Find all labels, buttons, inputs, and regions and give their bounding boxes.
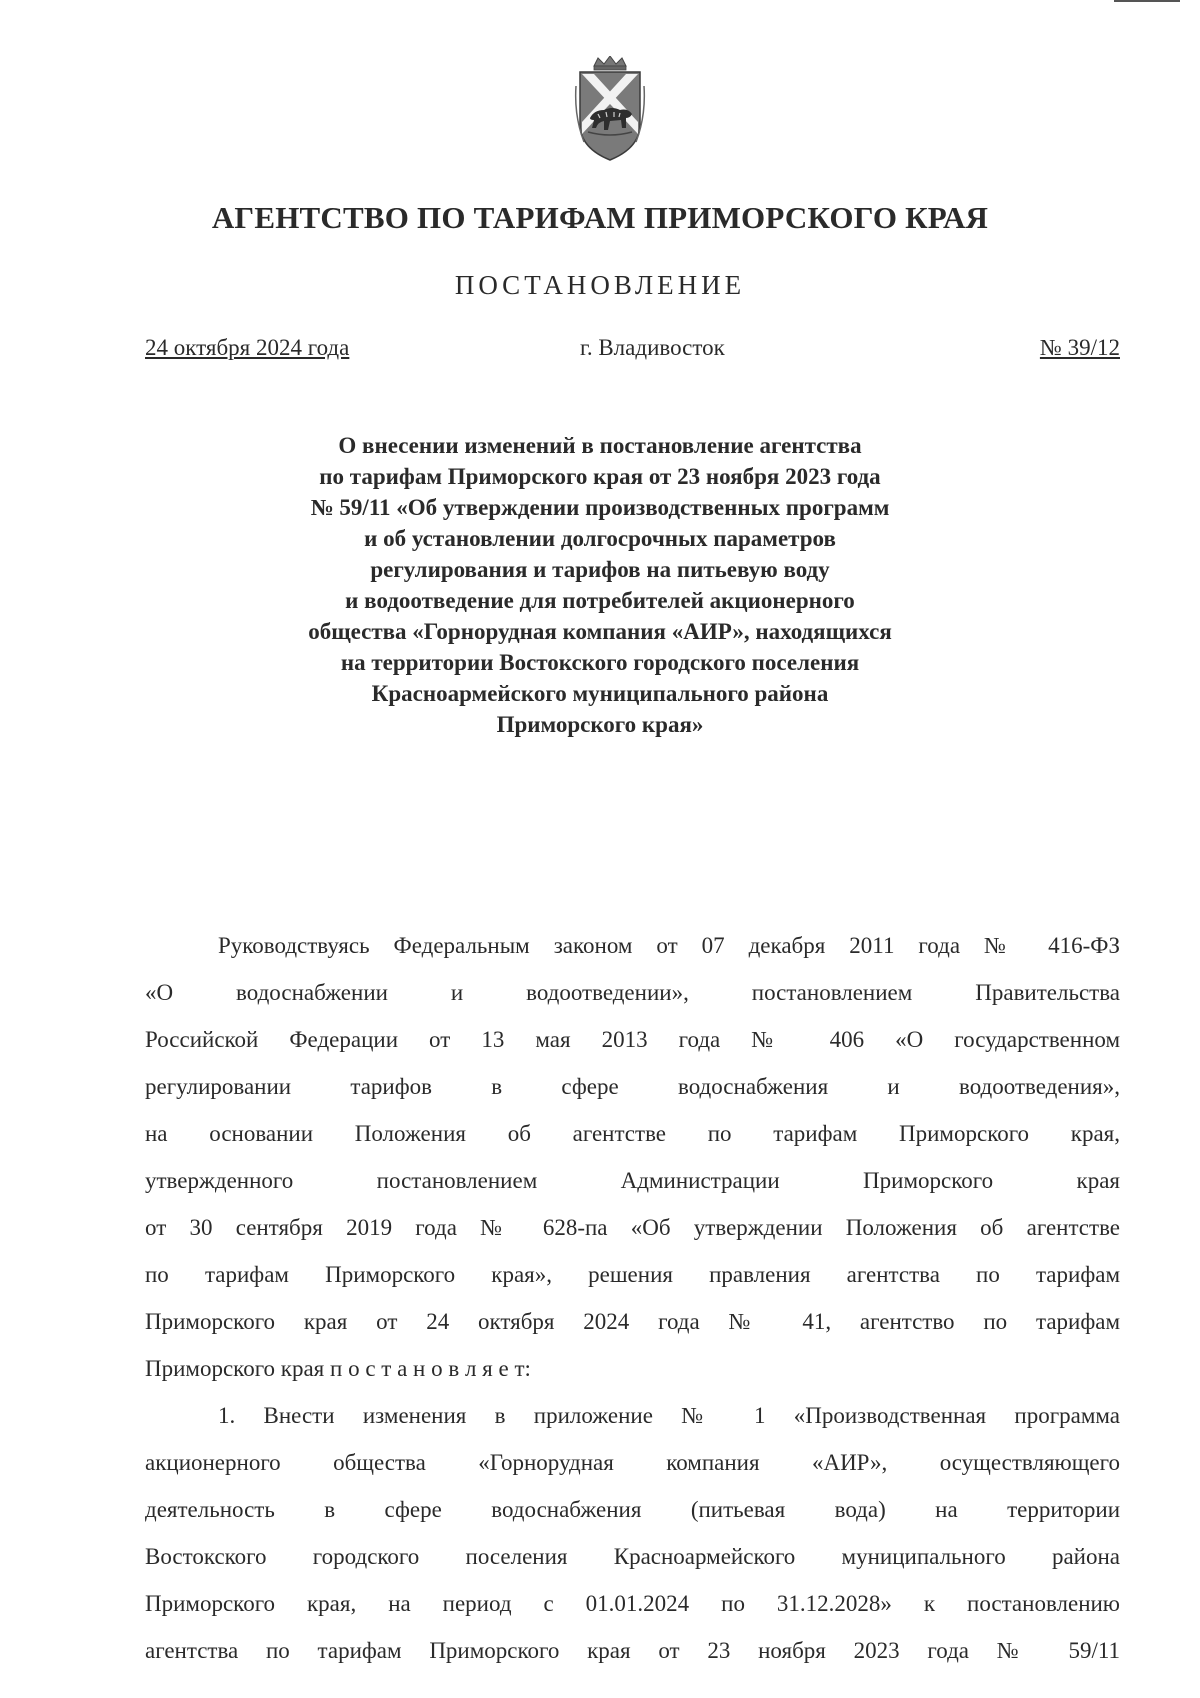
title-line: Красноармейского муниципального района [371, 681, 829, 706]
document-city: г. Владивосток [580, 335, 725, 360]
body-line: деятельность в сфере водоснабжения (питьевая вода) на территории [145, 1497, 1120, 1522]
body-line: Приморского края, на период с 01.01.2024 по 31.12.2028» к постановлению [145, 1591, 1120, 1616]
body-line: от 30 сентября 2019 года № 628-па «Об утверждении Положения об агентстве [145, 1215, 1120, 1240]
document-date: 24 октября 2024 года [145, 335, 350, 360]
document-body [145, 922, 1120, 1674]
body-line: Приморского края п о с т а н о в л я е т: [145, 1356, 531, 1381]
title-line: общества «Горнорудная компания «АИР», находящихся [308, 619, 892, 644]
title-line: и водоотведение для потребителей акционерного [345, 588, 855, 613]
scan-edge-mark [1114, 0, 1180, 2]
agency-name: АГЕНТСТВО ПО ТАРИФАМ ПРИМОРСКОГО КРАЯ [211, 200, 989, 235]
document-number: № 39/12 [1039, 335, 1120, 360]
body-line: Российской Федерации от 13 мая 2013 года № 406 «О государственном [145, 1027, 1120, 1052]
body-line: утвержденного постановлением Администрации Приморского края [145, 1168, 1120, 1193]
title-line: О внесении изменений в постановление агентства [338, 433, 862, 458]
body-line: Востокского городского поселения Красноармейского муниципального района [145, 1544, 1120, 1569]
body-line: «О водоснабжении и водоотведении», постановлением Правительства [145, 980, 1120, 1005]
body-line: на основании Положения об агентстве по тарифам Приморского края, [145, 1121, 1120, 1146]
title-line: и об установлении долгосрочных параметров [364, 526, 836, 551]
body-line: акционерного общества «Горнорудная компания «АИР», осуществляющего [145, 1450, 1120, 1475]
body-line: регулировании тарифов в сфере водоснабжения и водоотведения», [145, 1074, 1120, 1099]
title-line: регулирования и тарифов на питьевую воду [370, 557, 830, 582]
document-meta-row [145, 335, 1120, 369]
body-line: Приморского края от 24 октября 2024 года № 41, агентство по тарифам [145, 1309, 1120, 1334]
body-line: по тарифам Приморского края», решения правления агентства по тарифам [145, 1262, 1120, 1287]
body-line: Руководствуясь Федеральным законом от 07 декабря 2011 года № 416-ФЗ [218, 933, 1120, 958]
title-line: № 59/11 «Об утверждении производственных программ [310, 495, 890, 520]
body-line: агентства по тарифам Приморского края от 23 ноября 2023 года № 59/11 [145, 1638, 1120, 1663]
title-line: Приморского края» [496, 712, 704, 737]
document-title [0, 430, 1200, 740]
preamble-paragraph [145, 922, 1120, 1392]
body-line: 1. Внести изменения в приложение № 1 «Производственная программа [218, 1403, 1120, 1428]
title-line: по тарифам Приморского края от 23 ноября 2023 года [319, 464, 881, 489]
primorsky-krai-coat-of-arms-icon [574, 56, 646, 162]
document-type: ПОСТАНОВЛЕНИЕ [454, 270, 746, 300]
title-line: на территории Востокского городского поселения [340, 650, 860, 675]
clause-1-paragraph [145, 1392, 1120, 1674]
